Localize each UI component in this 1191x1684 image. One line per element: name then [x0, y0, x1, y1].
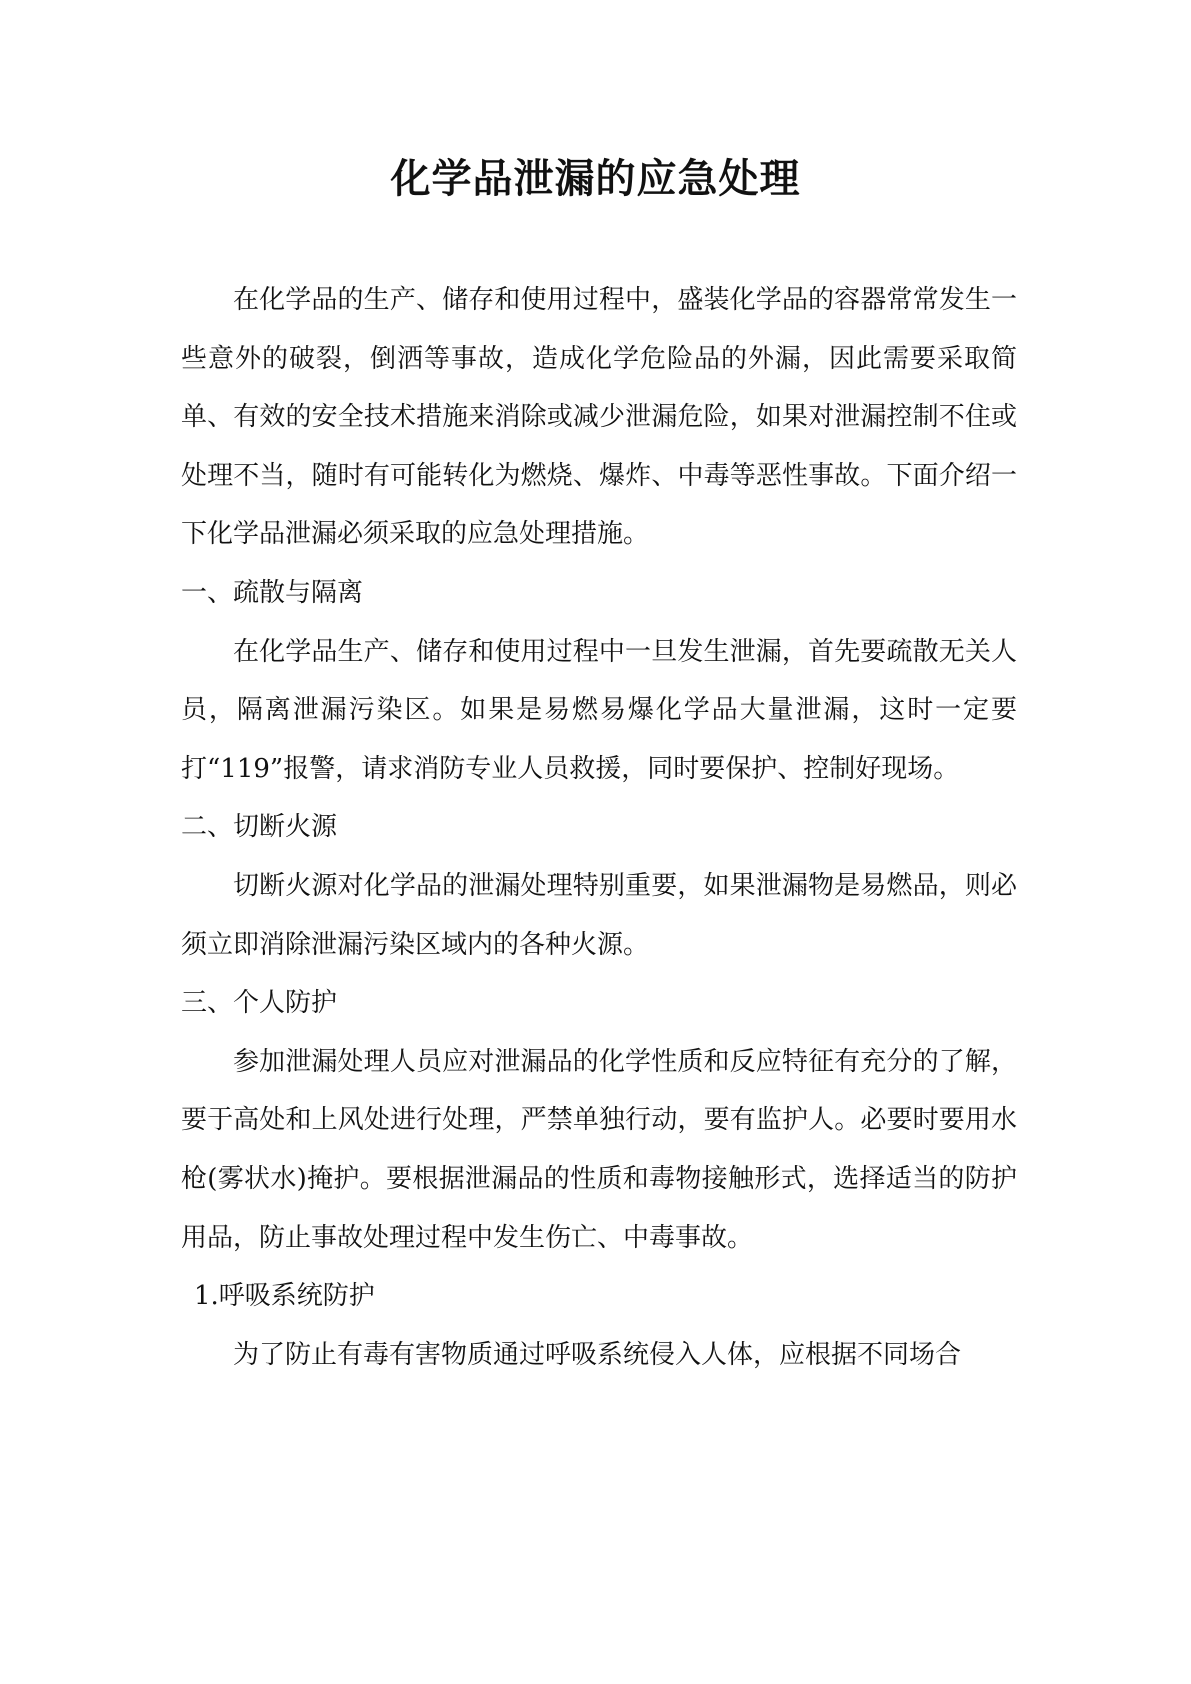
section-paragraph-personal-protection: 参加泄漏处理人员应对泄漏品的化学性质和反应特征有充分的了解，要于高处和上风处进行处理，严禁单独行动，要有监护人。必要时要用水枪(雾状水)掩护。要根据泄漏品的性质和毒物接触形式，选择适当的防护用品，防止事故处理过程中发生伤亡、中毒事故。: [181, 1046, 1017, 1253]
section-heading-personal-protection: 三、个人防护: [181, 988, 338, 1019]
section-heading-evacuation: 一、疏散与隔离: [181, 577, 364, 608]
document-body: [181, 271, 1017, 1384]
document-title: 化学品泄漏的应急处理: [390, 154, 801, 202]
section-paragraph-cut-fire-source: 切断火源对化学品的泄漏处理特别重要，如果泄漏物是易燃品，则必须立即消除泄漏污染区域内的各种火源。: [181, 870, 1017, 960]
intro-paragraph: 在化学品的生产、储存和使用过程中，盛装化学品的容器常常发生一些意外的破裂，倒洒等事故，造成化学危险品的外漏，因此需要采取简单、有效的安全技术措施来消除或减少泄漏危险，如果对泄漏控制不住或处理不当，随时有可能转化为燃烧、爆炸、中毒等恶性事故。下面介绍一下化学品泄漏必须采取的应急处理措施。: [181, 285, 1017, 550]
subsection-heading-respiratory-protection: 1.呼吸系统防护: [194, 1281, 375, 1312]
section-heading-cut-fire-source: 二、切断火源: [181, 812, 338, 843]
section-paragraph-evacuation: 在化学品生产、储存和使用过程中一旦发生泄漏，首先要疏散无关人员，隔离泄漏污染区。如果是易燃易爆化学品大量泄漏，这时一定要打“119”报警，请求消防专业人员救援，同时要保护、控制好现场。: [181, 636, 1017, 784]
subsection-paragraph-respiratory-protection: 为了防止有毒有害物质通过呼吸系统侵入人体，应根据不同场合: [233, 1339, 962, 1370]
